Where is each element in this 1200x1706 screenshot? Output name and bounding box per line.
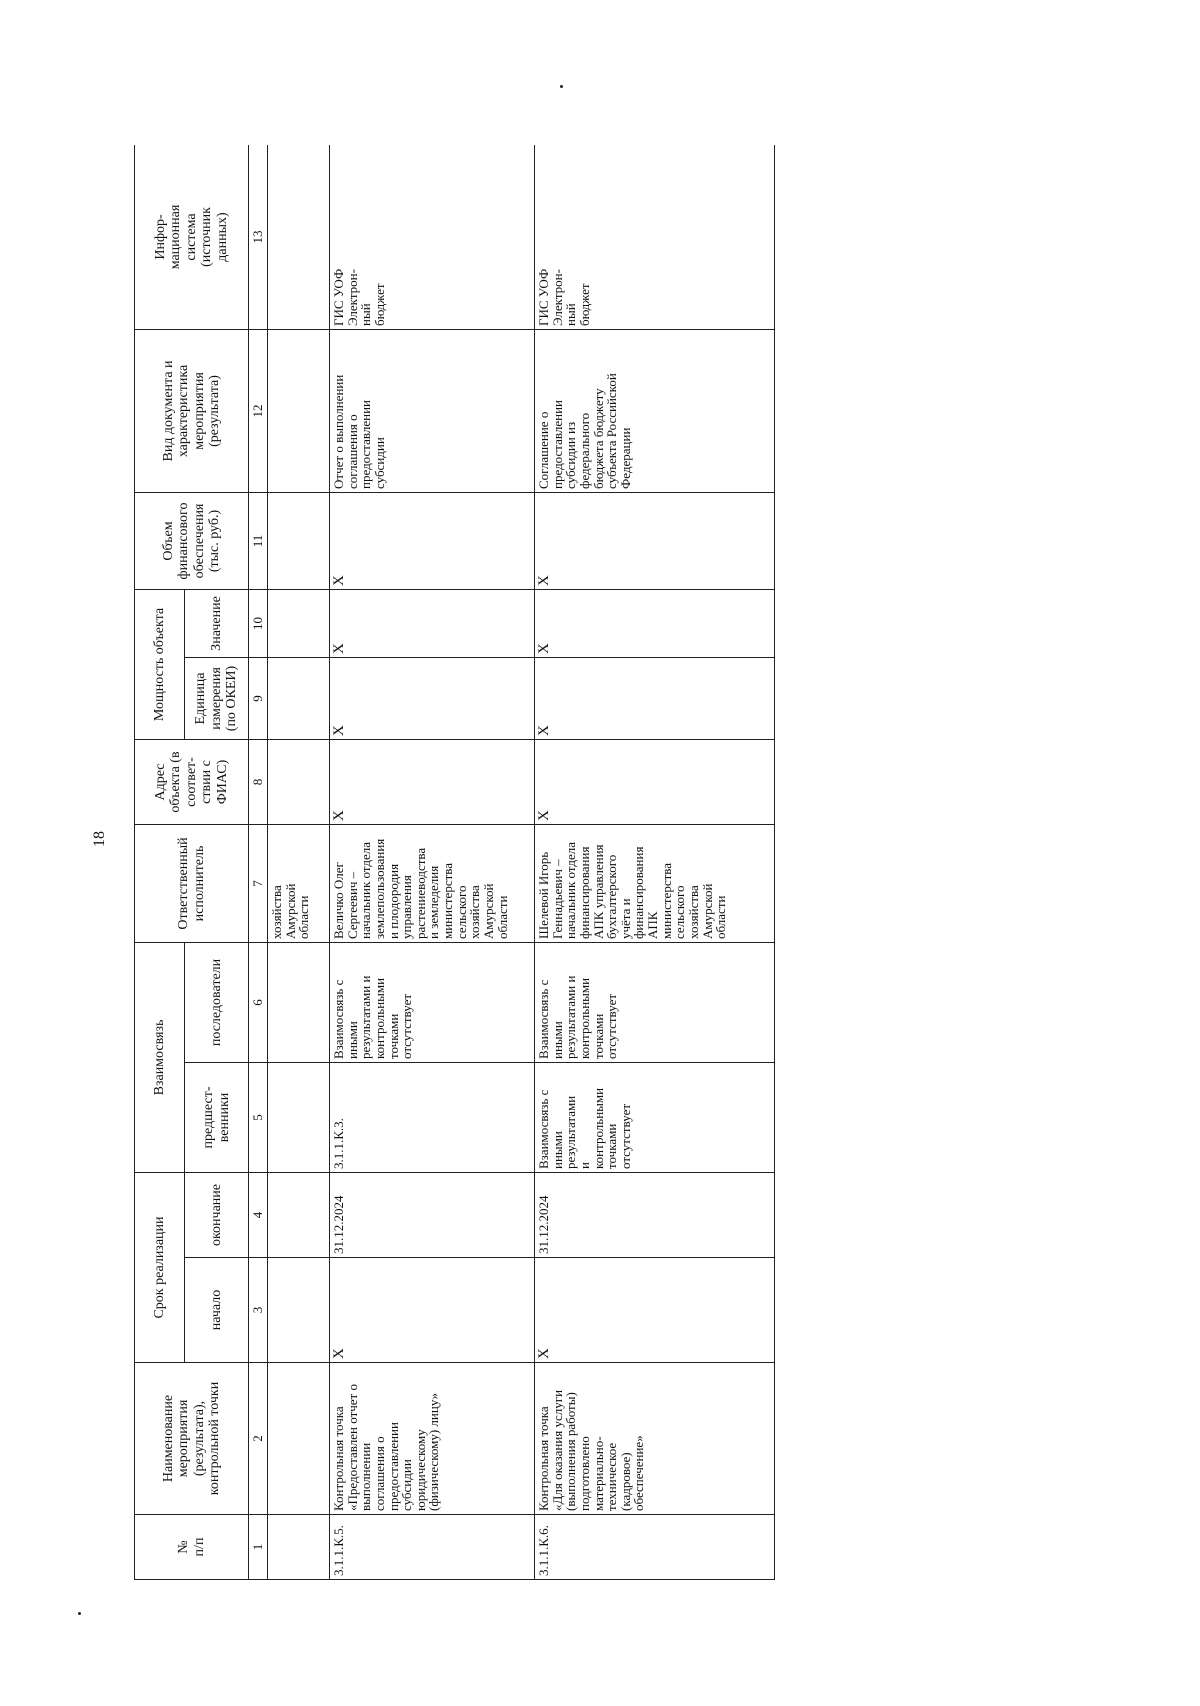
row-responsible: Шелевой Игорь Геннадьевич – начальник отдела финансирования АПК управления бухгалтерского учёта и финансирования АПК министерства сельского хозяйства Амурской области	[535, 825, 775, 943]
header-capacity: Мощность объекта	[135, 589, 185, 739]
row-doc-type: Соглашение о предоставлении субсидии из федерального бюджета бюджету субъекта Российской Федерации	[535, 329, 775, 492]
column-number: 3	[249, 1258, 268, 1363]
column-number: 9	[249, 658, 268, 740]
header-info-system: Инфор- мационная система (источник данных)	[135, 145, 249, 329]
header-doc-type: Вид документа и характеристика мероприятия (результата)	[135, 329, 249, 492]
column-number: 4	[249, 1173, 268, 1258]
column-number: 1	[249, 1515, 268, 1580]
column-number: 13	[249, 145, 268, 329]
row-address: X	[330, 740, 535, 825]
header-successors: последователи	[185, 943, 249, 1063]
column-number: 12	[249, 329, 268, 492]
plan-table	[134, 145, 775, 1580]
row-value: X	[330, 589, 535, 657]
header-relation: Взаимосвязь	[135, 943, 185, 1173]
row-finance: X	[330, 492, 535, 589]
row-value: X	[535, 589, 775, 657]
row-successors: Взаимосвязь с иными результатами и контрольными точками отсутствует	[535, 943, 775, 1063]
column-number: 11	[249, 492, 268, 589]
table-frame	[134, 145, 796, 1580]
row-start: X	[330, 1258, 535, 1363]
column-number-row	[249, 145, 268, 1580]
column-number: 7	[249, 825, 268, 943]
header-address: Адрес объекта (в соответ- ствии с ФИАС)	[135, 740, 249, 825]
row-unit: X	[535, 658, 775, 740]
row-address: X	[535, 740, 775, 825]
row-responsible: Величко Олег Сергеевич – начальник отдела землепользования и плодородия управления растениеводства и земледелия министерства сельского хозяйства Амурской области	[330, 825, 535, 943]
header-number: № п/п	[135, 1515, 249, 1580]
row-end: 31.12.2024	[535, 1173, 775, 1258]
row-end: 31.12.2024	[330, 1173, 535, 1258]
row-info-system: ГИС УОФ Электрон- ный бюджет	[330, 145, 535, 329]
row-name: Контрольная точка «Для оказания услуги (выполнения работы) подготовлено материально- техническое (кадровое) обеспечение»	[535, 1363, 775, 1515]
scan-speck	[560, 85, 563, 88]
table-row	[535, 145, 775, 1580]
continuation-responsible: хозяйства Амурской области	[268, 825, 330, 943]
header-predecessors: предшест- венники	[185, 1063, 249, 1173]
row-predecessors: Взаимосвязь с иными результатами и контрольными точками отсутствует	[535, 1063, 775, 1173]
column-number: 2	[249, 1363, 268, 1515]
continuation-row	[268, 145, 330, 1580]
header-responsible: Ответственный исполнитель	[135, 825, 249, 943]
column-number: 10	[249, 589, 268, 657]
row-finance: X	[535, 492, 775, 589]
column-number: 8	[249, 740, 268, 825]
header-end: окончание	[185, 1173, 249, 1258]
rotated-table-container	[134, 145, 796, 1580]
row-info-system: ГИС УОФ Электрон- ный бюджет	[535, 145, 775, 329]
header-value: Значение	[185, 589, 249, 657]
table-row	[330, 145, 535, 1580]
page-number: 18	[91, 831, 108, 847]
row-unit: X	[330, 658, 535, 740]
row-start: X	[535, 1258, 775, 1363]
row-predecessors: 3.1.1.К.3.	[330, 1063, 535, 1173]
scan-speck	[78, 1612, 81, 1615]
column-number: 6	[249, 943, 268, 1063]
column-number: 5	[249, 1063, 268, 1173]
header-start: начало	[185, 1258, 249, 1363]
row-doc-type: Отчет о выполнении соглашения о предоставлении субсидии	[330, 329, 535, 492]
row-number: 3.1.1.К.6.	[535, 1515, 775, 1580]
row-name: Контрольная точка «Предоставлен отчет о выполнении соглашения о предоставлении субсидии юридическому (физическому) лицу»	[330, 1363, 535, 1515]
header-name: Наименование мероприятия (результата), контрольной точки	[135, 1363, 249, 1515]
row-successors: Взаимосвязь с иными результатами и контрольными точками отсутствует	[330, 943, 535, 1063]
header-finance: Объем финансового обеспечения (тыс. руб.)	[135, 492, 249, 589]
header-period: Срок реализации	[135, 1173, 185, 1363]
row-number: 3.1.1.К.5.	[330, 1515, 535, 1580]
header-unit: Единица измерения (по ОКЕИ)	[185, 658, 249, 740]
